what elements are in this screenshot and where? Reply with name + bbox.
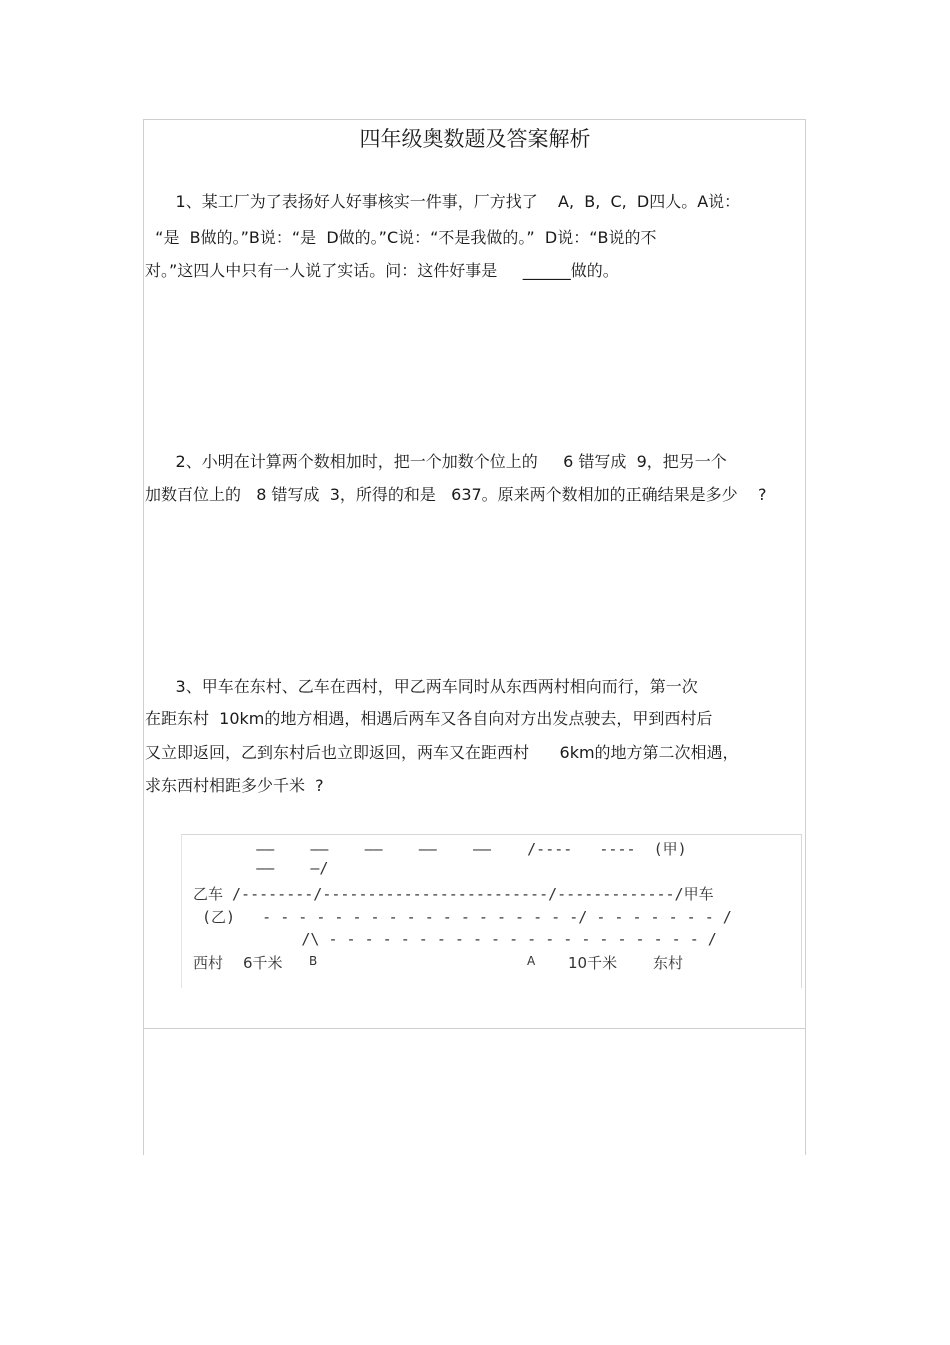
diagram-line: /\ - - - - - - - - - - - - - - - - - - - - - / xyxy=(193,930,717,948)
diagram-line: 乙车 /--------/-------------------------/-------------/甲车 xyxy=(193,885,714,903)
question-2-line-1: 2、小明在计算两个数相加时，把一个加数个位上的 6 错写成 9，把另一个 xyxy=(145,452,727,471)
question-3-line-3: 又立即返回，乙到东村后也立即返回，两车又在距西村 6km的地方第二次相遇， xyxy=(145,743,739,762)
question-1-line-1: 1、某工厂为了表扬好人好事核实一件事，厂方找了 A, B, C, D四人。A说： xyxy=(145,192,741,211)
question-2-line-2: 加数百位上的 8 错写成 3，所得的和是 637。原来两个数相加的正确结果是多少 ? xyxy=(145,485,767,504)
diagram-label-10km: 10千米 xyxy=(568,954,618,972)
diagram-label-west-village: 西村 xyxy=(193,954,224,972)
diagram-line: —— —/ xyxy=(193,859,329,877)
page-frame-lower xyxy=(143,1029,806,1155)
question-1-line-3: 对。”这四人中只有一人说了实话。问：这件好事是 ______做的。 xyxy=(145,261,619,280)
diagram-label-east-village: 东村 xyxy=(653,954,684,972)
diagram-line: (乙) - - - - - - - - - - - - - - - - - -/ - - - - - - - / xyxy=(193,908,732,926)
diagram-label-b: B xyxy=(309,954,318,968)
page-title: 四年级奥数题及答案解析 xyxy=(359,127,591,151)
question-3-line-2: 在距东村 10km的地方相遇，相遇后两车又各自向对方出发点驶去，甲到西村后 xyxy=(145,709,713,728)
question-3-line-4: 求东西村相距多少千米 ? xyxy=(145,776,324,795)
question-3-line-1: 3、甲车在东村、乙车在西村，甲乙两车同时从东西两村相向而行，第一次 xyxy=(145,677,698,696)
diagram-line: —— —— —— —— —— /---- ---- (甲) xyxy=(193,840,687,858)
question-1-line-2: “是 B做的。”B说：“是 D做的。”C说：“不是我做的。” D说：“B说的不 xyxy=(145,228,657,247)
diagram-label-a: A xyxy=(527,954,536,968)
diagram-label-6km: 6千米 xyxy=(243,954,283,972)
